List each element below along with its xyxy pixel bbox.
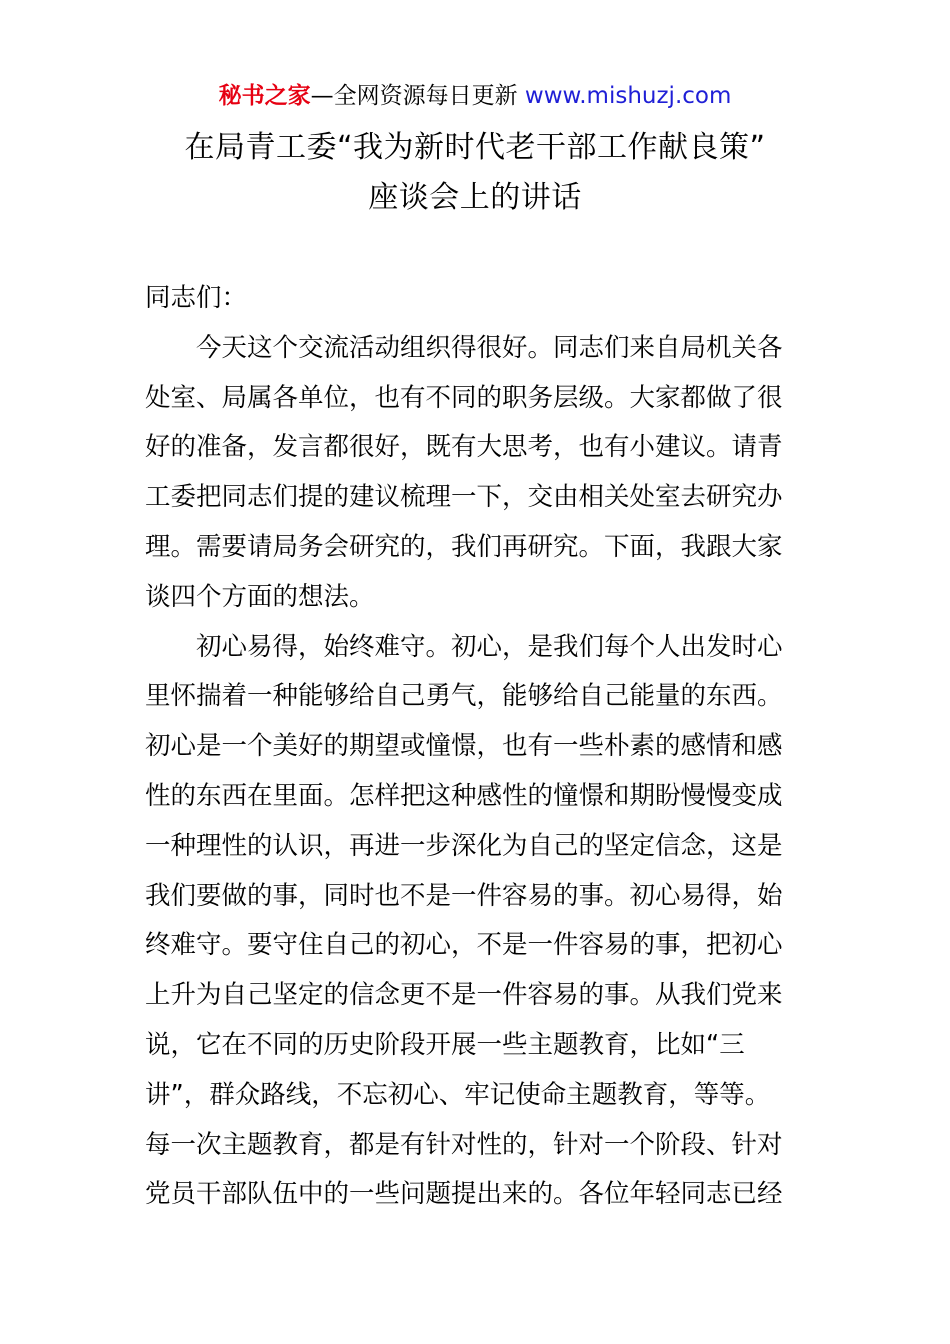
body-text-line: 一种理性的认识，再进一步深化为自己的坚定信念，这是 [145, 830, 783, 861]
body-text-line: 谈四个方面的想法。 [145, 581, 375, 612]
body-text-line: 好的准备，发言都很好，既有大思考，也有小建议。请青 [145, 432, 783, 463]
body-text-line: 同志们： [145, 283, 248, 313]
body-text-line: 初心是一个美好的期望或憧憬，也有一些朴素的感情和感 [145, 731, 783, 762]
body-text-line: 性的东西在里面。怎样把这种感性的憧憬和期盼慢慢变成 [145, 780, 783, 811]
site-header [0, 80, 950, 112]
body-text-line: 处室、局属各单位，也有不同的职务层级。大家都做了很 [145, 382, 783, 413]
body-text-line: 我们要做的事，同时也不是一件容易的事。初心易得，始 [145, 880, 783, 911]
site-brand: 秘书之家 [218, 83, 311, 109]
document-body [145, 278, 810, 1224]
body-text-line: 初心易得，始终难守。初心，是我们每个人出发时心 [196, 631, 783, 662]
body-text-line: 说，它在不同的历史阶段开展一些主题教育，比如“三 [145, 1029, 745, 1060]
body-text-line: 里怀揣着一种能够给自己勇气，能够给自己能量的东西。 [145, 681, 783, 712]
site-url-link[interactable]: www.mishuzj.com [524, 83, 732, 109]
document-title-line-1: 在局青工委“我为新时代老干部工作献良策” [184, 130, 766, 165]
body-text-line: 今天这个交流活动组织得很好。同志们来自局机关各 [196, 332, 783, 363]
body-text-line: 理。需要请局务会研究的，我们再研究。下面，我跟大家 [145, 531, 783, 562]
body-text-line: 党员干部队伍中的一些问题提出来的。各位年轻同志已经 [145, 1179, 783, 1210]
body-text-line: 工委把同志们提的建议梳理一下，交由相关处室去研究办 [145, 482, 783, 513]
body-text-line: 上升为自己坚定的信念更不是一件容易的事。从我们党来 [145, 980, 783, 1011]
body-text-line: 讲”，群众路线，不忘初心、牢记使命主题教育，等等。 [145, 1079, 771, 1110]
body-text-line: 终难守。要守住自己的初心，不是一件容易的事，把初心 [145, 930, 783, 961]
document-title-line-2: 座谈会上的讲话 [368, 180, 582, 215]
body-text-line: 每一次主题教育，都是有针对性的，针对一个阶段、针对 [145, 1129, 783, 1160]
site-tagline: —全网资源每日更新 [310, 83, 525, 109]
